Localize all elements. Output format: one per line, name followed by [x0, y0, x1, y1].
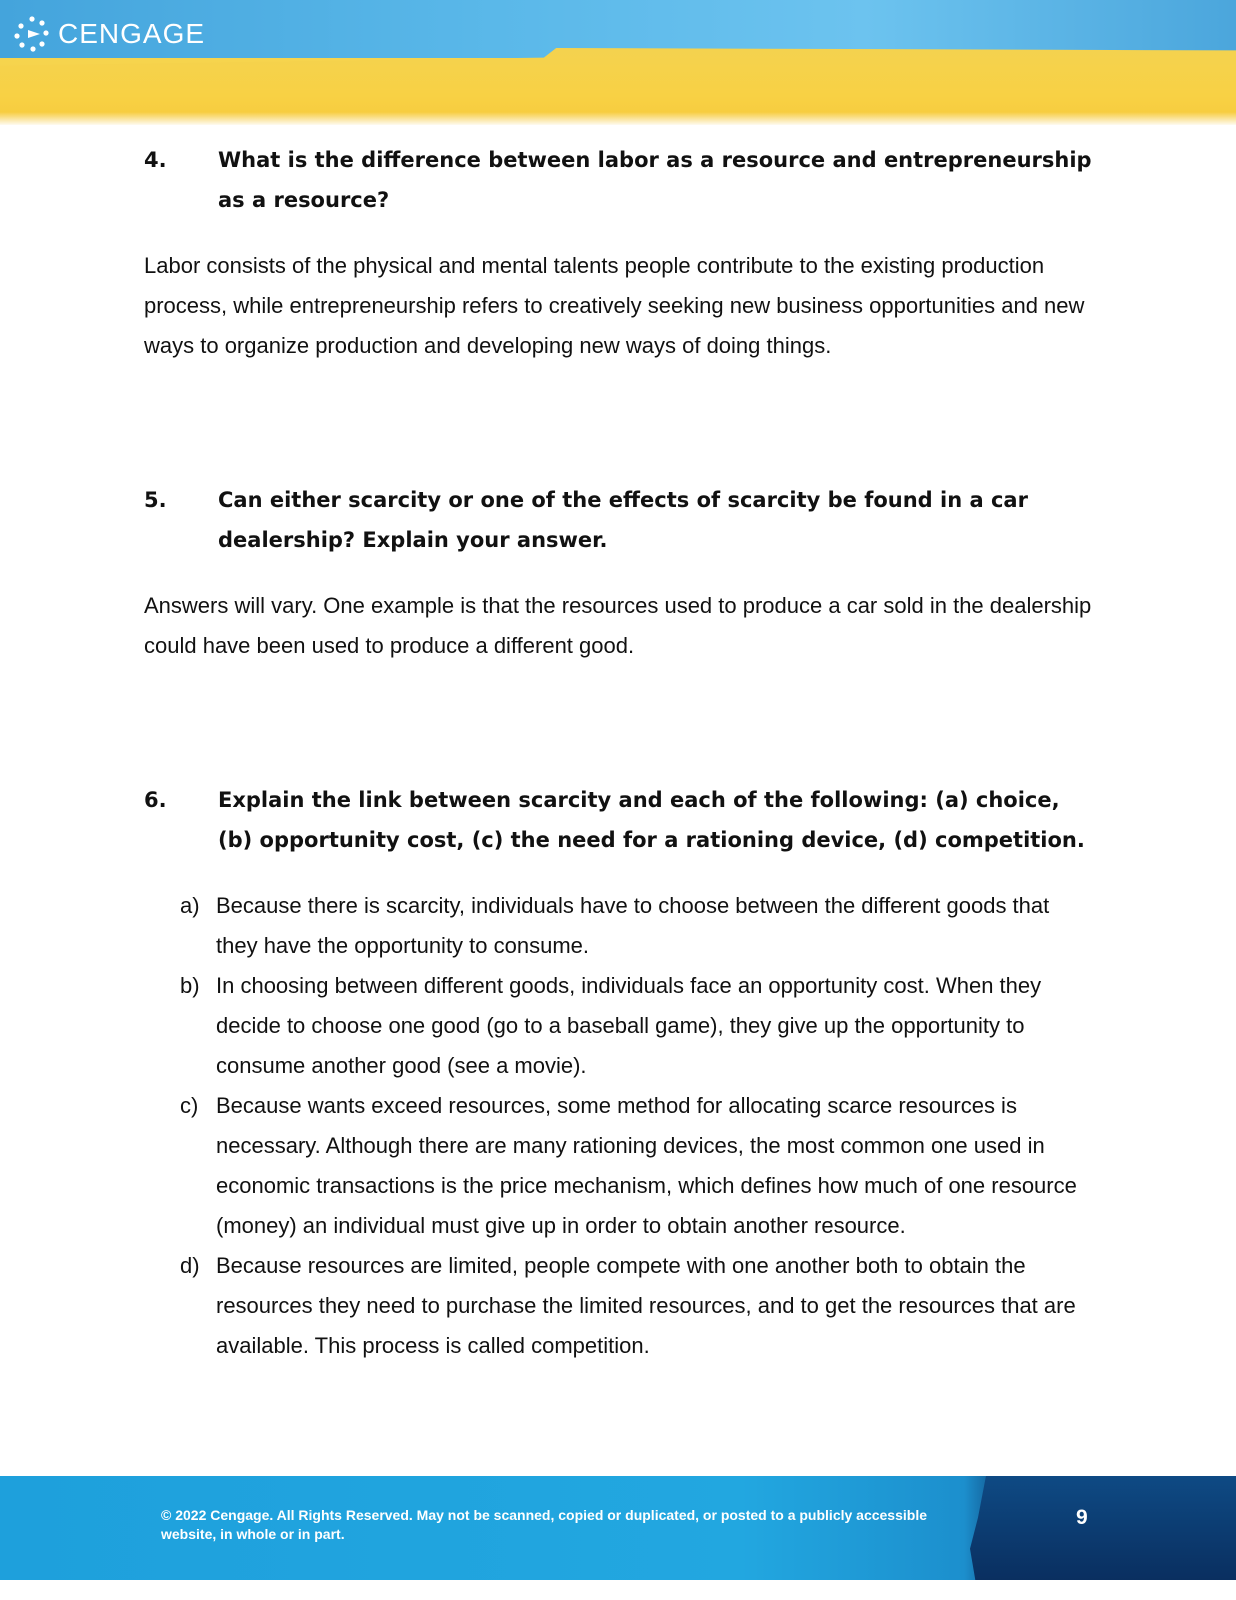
list-item-mark: c) — [180, 1093, 199, 1118]
list-item — [180, 886, 1094, 966]
list-item-text: Because there is scarcity, individuals have to choose between the different goods that they have the opportunity to consume. — [216, 893, 1050, 958]
cengage-logo — [12, 14, 205, 54]
answer-6-list — [144, 886, 1094, 1366]
question-number: 4. — [144, 148, 167, 172]
copyright-notice: © 2022 Cengage. All Rights Reserved. May not be scanned, copied or duplicated, or posted to a publicly accessible website, in whole or in part. — [161, 1507, 928, 1542]
list-item-text: In choosing between different goods, individuals face an opportunity cost. When they decide to choose one good (go to a baseball game), they give up the opportunity to consume another good (see a movie). — [216, 973, 1042, 1078]
list-item — [180, 966, 1094, 1086]
header-fade — [0, 112, 1236, 125]
question-text: Explain the link between scarcity and each of the following: (a) choice, (b) opportunity cost, (c) the need for a rationing device, (d) competition. — [218, 788, 1085, 852]
question-number: 5. — [144, 488, 167, 512]
page-footer — [0, 1476, 1236, 1580]
page-header — [0, 0, 1236, 125]
list-item-text: Because wants exceed resources, some method for allocating scarce resources is necessary. Although there are many rationing devices, the most common one used in economic transactions is the price mechanism, which defines how much of one resource (money) an individual must give up in order to obtain another resource. — [216, 1093, 1077, 1238]
page-number: 9 — [1076, 1506, 1088, 1529]
question-number: 6. — [144, 788, 167, 812]
question-4 — [144, 140, 1094, 220]
list-item-text: Because resources are limited, people compete with one another both to obtain the resources they need to purchase the limited resources, and to get the resources that are available. This process is called competition. — [216, 1253, 1076, 1358]
document-body — [144, 140, 1094, 1366]
answer-5: Answers will vary. One example is that the resources used to produce a car sold in the dealership could have been used to produce a different good. — [144, 593, 1092, 658]
logo-wordmark: CENGAGE — [58, 18, 206, 49]
cengage-logo-icon — [12, 14, 52, 54]
list-item-mark: a) — [180, 893, 200, 918]
question-5 — [144, 480, 1094, 560]
list-item-mark: b) — [180, 973, 200, 998]
question-6 — [144, 780, 1094, 860]
list-item — [180, 1246, 1094, 1366]
question-text: What is the difference between labor as a resource and entrepreneurship as a resource? — [218, 148, 1092, 212]
list-item-mark: d) — [180, 1253, 200, 1278]
question-text: Can either scarcity or one of the effects of scarcity be found in a car dealership? Explain your answer. — [218, 488, 1028, 552]
footer-dark-panel — [970, 1476, 1236, 1580]
answer-4: Labor consists of the physical and mental talents people contribute to the existing production process, while entrepreneurship refers to creatively seeking new business opportunities and new ways to organize production and developing new ways of doing things. — [144, 253, 1085, 358]
list-item — [180, 1086, 1094, 1246]
